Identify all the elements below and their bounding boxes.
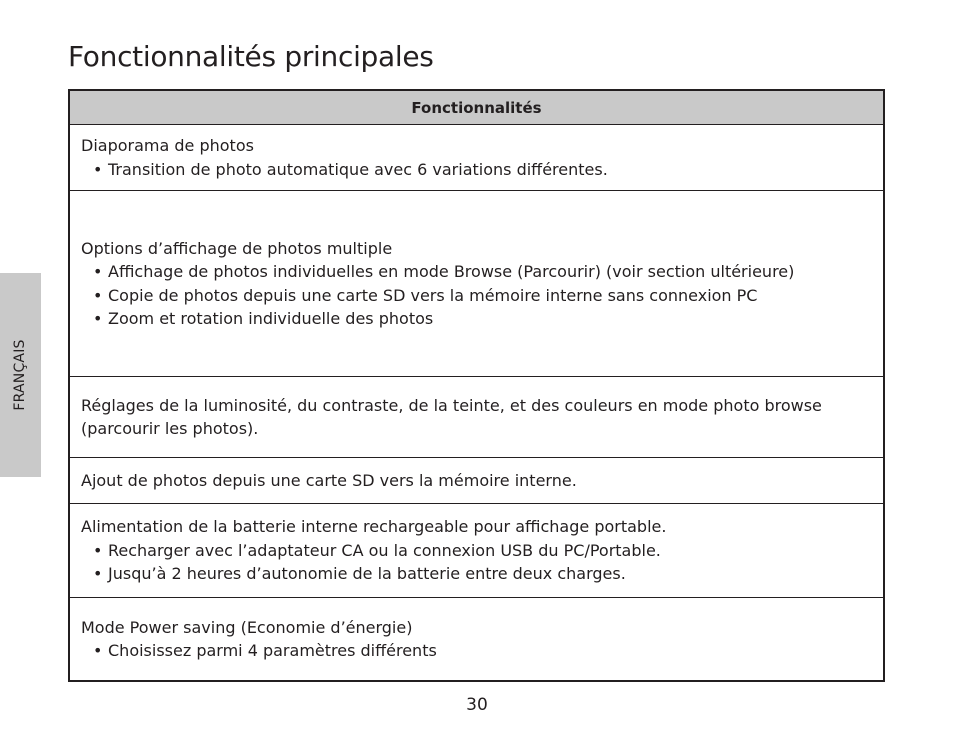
- bullet-item: • Transition de photo automatique avec 6 variations différentes.: [81, 158, 867, 182]
- table-row-display-options: [70, 191, 883, 377]
- row-title: Diaporama de photos: [81, 136, 254, 155]
- table-row-power-saving: [70, 598, 883, 680]
- bullet-item: • Zoom et rotation individuelle des photos: [81, 307, 867, 331]
- row-title: Réglages de la luminosité, du contraste, de la teinte, et des couleurs en mode photo browse (parcourir les photos).: [81, 395, 822, 438]
- table-header: Fonctionnalités: [70, 91, 883, 125]
- language-side-tab-label: FRANÇAIS: [12, 339, 28, 411]
- table-row-slideshow: [70, 125, 883, 191]
- page-title: Fonctionnalités principales: [68, 40, 434, 73]
- row-title: Ajout de photos depuis une carte SD vers la mémoire interne.: [81, 470, 577, 490]
- table-row-battery: [70, 504, 883, 598]
- row-title: Mode Power saving (Economie d’énergie): [81, 617, 413, 637]
- page-number: 30: [466, 695, 488, 715]
- table-row-add-photos: [70, 458, 883, 504]
- bullet-item: • Choisissez parmi 4 paramètres différents: [81, 639, 867, 663]
- bullet-item: • Affichage de photos individuelles en mode Browse (Parcourir) (voir section ultérieure): [81, 260, 867, 284]
- row-title: Options d’affichage de photos multiple: [81, 238, 393, 258]
- bullet-item: • Jusqu’à 2 heures d’autonomie de la batterie entre deux charges.: [81, 562, 867, 586]
- features-table: [68, 89, 885, 682]
- row-title: Alimentation de la batterie interne rechargeable pour affichage portable.: [81, 517, 667, 537]
- bullet-item: • Copie de photos depuis une carte SD vers la mémoire interne sans connexion PC: [81, 284, 867, 308]
- bullet-item: • Recharger avec l’adaptateur CA ou la connexion USB du PC/Portable.: [81, 539, 867, 563]
- table-row-image-settings: [70, 377, 883, 458]
